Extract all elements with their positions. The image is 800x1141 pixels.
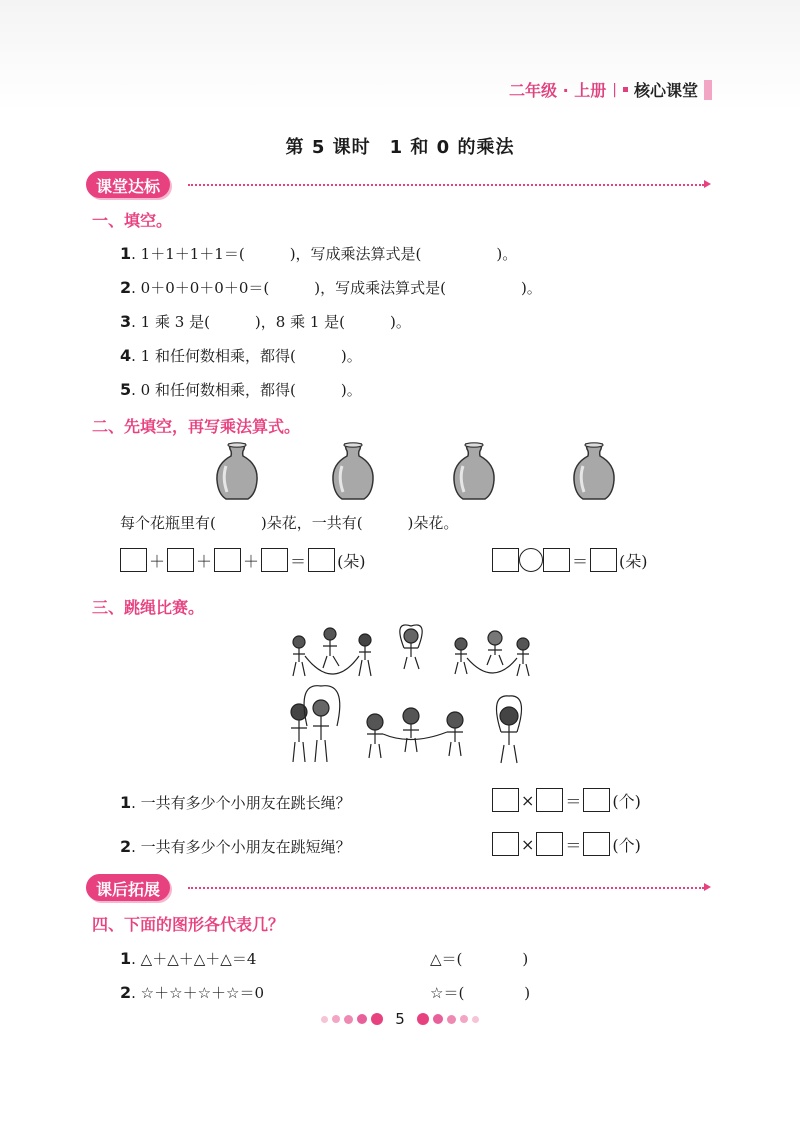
- plus-sign: ＋: [196, 551, 213, 571]
- dotted-divider: [188, 887, 704, 889]
- lesson-title: 第 5 课时 1 和 0 的乘法: [285, 137, 515, 158]
- vase-icon: [569, 442, 619, 500]
- dot-icon: [447, 1015, 456, 1024]
- dot-icon: [472, 1016, 479, 1023]
- vase-sentence: 每个花瓶里有( )朵花，一共有( )朵花。: [120, 514, 459, 532]
- answer-4-1: △＝( ): [430, 950, 529, 968]
- equals-sign: ＝: [290, 551, 307, 571]
- question-number: 2: [120, 837, 132, 856]
- equals-sign: ＝: [565, 835, 582, 855]
- addition-equation: [120, 548, 368, 572]
- question-number: 4: [120, 346, 132, 365]
- equals-sign: ＝: [565, 791, 582, 811]
- answer-box[interactable]: [590, 548, 617, 572]
- unit-label: (朵): [619, 551, 648, 571]
- series-label: 核心课堂: [633, 81, 698, 100]
- dot-icon: [460, 1015, 468, 1023]
- plus-sign: ＋: [243, 551, 260, 571]
- answer-box[interactable]: [536, 788, 563, 812]
- answer-box[interactable]: [308, 548, 335, 572]
- question-1-5: [120, 379, 362, 400]
- section-tag-classwork: 课堂达标: [86, 171, 170, 198]
- unit-label: (朵): [337, 551, 366, 571]
- question-1-2: [120, 277, 542, 298]
- header-divider: |: [612, 81, 617, 98]
- question-text: . 1＋1＋1＋1＝( )，写成乘法算式是( )。: [131, 245, 518, 263]
- question-number: 1: [120, 244, 132, 263]
- arrow-right-icon: [704, 180, 711, 188]
- question-text: . 0 和任何数相乘，都得( )。: [131, 381, 362, 399]
- answer-box[interactable]: [167, 548, 194, 572]
- operator-circle[interactable]: [519, 548, 543, 572]
- question-number: 1: [120, 949, 132, 968]
- question-4-2: [120, 982, 264, 1003]
- section-heading-jump-rope: 三、跳绳比赛。: [92, 598, 205, 617]
- answer-box[interactable]: [536, 832, 563, 856]
- answer-box[interactable]: [214, 548, 241, 572]
- answer-box[interactable]: [492, 832, 519, 856]
- dot-icon: [433, 1014, 443, 1024]
- jump-rope-illustration: [283, 622, 538, 768]
- short-rope-equation: [492, 832, 643, 856]
- dot-icon: [357, 1014, 367, 1024]
- answer-box[interactable]: [583, 832, 610, 856]
- question-number: 2: [120, 983, 132, 1002]
- question-1-1: [120, 243, 517, 264]
- question-1-3: [120, 311, 411, 332]
- times-sign: ×: [521, 790, 535, 810]
- question-1-4: [120, 345, 362, 366]
- question-3-2: [120, 836, 351, 857]
- answer-4-2: ☆＝( ): [430, 984, 531, 1002]
- unit-label: (个): [612, 835, 641, 855]
- dotted-divider: [188, 184, 704, 186]
- vase-icon: [449, 442, 499, 500]
- page-footer: [0, 1010, 800, 1028]
- question-text: . ☆＋☆＋☆＋☆＝0: [131, 984, 265, 1002]
- equals-sign: ＝: [572, 551, 589, 571]
- question-4-1: [120, 948, 256, 969]
- answer-box[interactable]: [120, 548, 147, 572]
- pink-bar-icon: [704, 80, 712, 100]
- grade-label: 二年级 · 上册: [509, 81, 607, 100]
- plus-sign: ＋: [149, 551, 166, 571]
- times-sign: ×: [521, 834, 535, 854]
- section-tag-extension: 课后拓展: [86, 874, 170, 901]
- square-bullet-icon: [623, 87, 628, 92]
- answer-box[interactable]: [492, 788, 519, 812]
- question-text: . 一共有多少个小朋友在跳短绳？: [131, 838, 351, 856]
- question-text: . 一共有多少个小朋友在跳长绳？: [131, 794, 351, 812]
- question-number: 2: [120, 278, 132, 297]
- question-text: . 1 乘 3 是( )，8 乘 1 是( )。: [131, 313, 411, 331]
- section-heading-fill-blanks: 一、填空。: [92, 211, 173, 230]
- answer-box[interactable]: [583, 788, 610, 812]
- answer-box[interactable]: [492, 548, 519, 572]
- page-number: 5: [395, 1010, 405, 1028]
- question-3-1: [120, 792, 351, 813]
- dot-icon: [417, 1013, 429, 1025]
- arrow-right-icon: [704, 883, 711, 891]
- answer-box[interactable]: [543, 548, 570, 572]
- vase-icon: [212, 442, 262, 500]
- dot-icon: [321, 1016, 328, 1023]
- question-number: 5: [120, 380, 132, 399]
- multiplication-equation: [492, 548, 650, 572]
- vase-icon: [328, 442, 378, 500]
- question-text: . 1 和任何数相乘，都得( )。: [131, 347, 362, 365]
- dot-icon: [332, 1015, 340, 1023]
- question-number: 3: [120, 312, 132, 331]
- dot-icon: [344, 1015, 353, 1024]
- section-heading-vases: 二、先填空，再写乘法算式。: [92, 417, 301, 436]
- long-rope-equation: [492, 788, 643, 812]
- answer-box[interactable]: [261, 548, 288, 572]
- section-heading-shapes: 四、下面的图形各代表几？: [92, 915, 285, 934]
- question-text: . △＋△＋△＋△＝4: [131, 950, 257, 968]
- question-number: 1: [120, 793, 132, 812]
- question-text: . 0＋0＋0＋0＋0＝( )，写成乘法算式是( )。: [131, 279, 542, 297]
- unit-label: (个): [612, 791, 641, 811]
- dot-icon: [371, 1013, 383, 1025]
- running-header: [509, 78, 712, 101]
